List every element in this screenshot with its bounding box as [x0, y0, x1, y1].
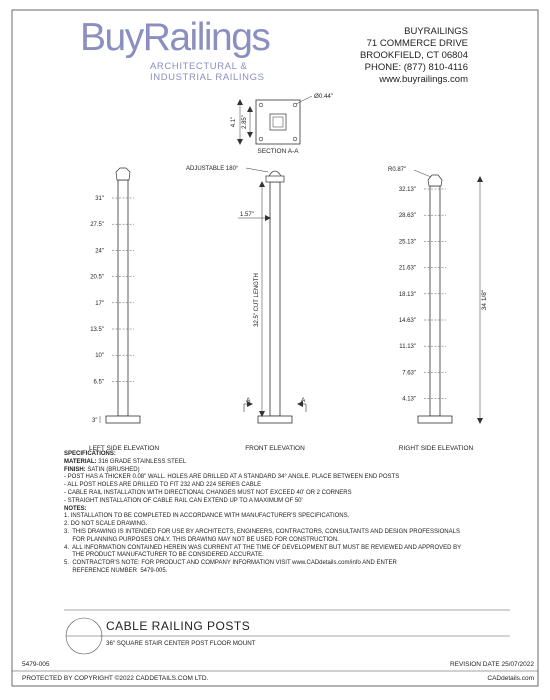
note-item: 2. DO NOT SCALE DRAWING.: [64, 521, 148, 528]
caddetails-link[interactable]: CADdetails.com: [487, 675, 534, 682]
notes-heading: NOTES:: [64, 505, 87, 512]
section-a-a: [231, 93, 333, 155]
right-base-plate: [418, 416, 452, 423]
hole-height-label: 4.13": [402, 396, 416, 403]
finish-value: SATIN (BRUSHED): [85, 466, 140, 473]
brand-tagline-1: ARCHITECTURAL &: [150, 61, 248, 72]
spec-item: - POST HAS A THICKER 0.08" WALL. HOLES ARE DRILLED AT A STANDARD 34° ANGLE. PLACE BETWEEN END POSTS: [64, 474, 400, 481]
section-caption: SECTION A-A: [257, 148, 299, 155]
hole-height-label: 6.5": [93, 379, 104, 386]
adjustable-label: ADJUSTABLE 180°: [186, 166, 239, 172]
hole-height-label: 14.63": [398, 318, 416, 324]
hole-height-label: 13.5": [90, 327, 104, 333]
hole-height-label: 17": [95, 300, 104, 307]
right-post: [430, 186, 440, 416]
front-base-plate: [258, 416, 292, 423]
copyright-notice: PROTECTED BY COPYRIGHT ©2022 CADDETAILS.COM LTD.: [22, 675, 209, 682]
brand-logo: BuyRailings: [80, 16, 270, 59]
hole-height-label: 18.13": [398, 291, 416, 298]
overall-height-label: 34 1/8": [481, 289, 488, 311]
front-post: [270, 182, 280, 416]
hole-height-label: 7.63": [402, 370, 416, 377]
left-base-dim: 3": [92, 418, 98, 424]
address-city: BROOKFIELD, CT 06804: [359, 50, 468, 61]
front-post-cap: [266, 176, 284, 182]
note-item: 4. ALL INFORMATION CONTAINED HEREIN WAS CURRENT AT THE TIME OF DEVELOPMENT BUT MUST BE REVIEWED AND APPROVED BY: [64, 544, 462, 551]
specifications-heading: SPECIFICATIONS:: [64, 451, 116, 457]
hole-height-label: 25.13": [398, 239, 416, 246]
hole-height-label: 32.13": [398, 187, 416, 193]
front-width-dim: 1.57": [240, 212, 254, 218]
note-item: 5. CONTRACTOR'S NOTE: FOR PRODUCT AND COMPANY INFORMATION VISIT www.CADdetails.com/info AND ENTER: [64, 560, 397, 567]
note-item: REFERENCE NUMBER 5479-005.: [64, 567, 168, 574]
drawing-subtitle: 36" SQUARE STAIR CENTER POST FLOOR MOUNT: [106, 640, 256, 647]
post-section: [270, 114, 286, 130]
note-item: 1. INSTALLATION TO BE COMPLETED IN ACCORDANCE WITH MANUFACTURER'S SPECIFICATIONS.: [64, 513, 350, 520]
hole-height-label: 27.5": [90, 222, 104, 229]
revision-date: REVISION DATE 25/07/2022: [449, 661, 534, 668]
finish-label: FINISH:: [64, 466, 86, 473]
left-side-elevation: [89, 168, 159, 452]
address-website[interactable]: www.buyrailings.com: [379, 74, 468, 85]
drawing-title: CABLE RAILING POSTS: [106, 619, 251, 633]
material-label: MATERIAL:: [64, 458, 97, 465]
right-elevation-caption: RIGHT SIDE ELEVATION: [398, 445, 474, 452]
note-item: FOR PLANNING PURPOSES ONLY. THIS DRAWING MAY NOT BE USED FOR CONSTRUCTION.: [64, 536, 339, 543]
address-company: BUYRAILINGS: [404, 26, 468, 37]
left-base-plate: [106, 416, 140, 423]
right-side-elevation: [388, 167, 488, 452]
front-elevation: [186, 166, 306, 452]
hole-height-label: 28.63": [398, 213, 416, 220]
front-elevation-caption: FRONT ELEVATION: [245, 445, 305, 452]
material-value: 316 GRADE STAINLESS STEEL: [96, 458, 187, 465]
hole-height-label: 31": [95, 196, 104, 202]
spec-item: - ALL POST HOLES ARE DRILLED TO FIT 232 AND 224 SERIES CABLE: [64, 482, 262, 489]
section-mark-left: A: [246, 397, 251, 404]
hole-height-label: 10": [95, 353, 104, 360]
left-elevation-caption: LEFT SIDE ELEVATION: [88, 445, 160, 452]
left-post-cap: [116, 168, 130, 180]
hole-height-label: 21.63": [398, 265, 416, 272]
left-post: [118, 180, 128, 416]
material-line: [64, 459, 504, 467]
address-street: 71 COMMERCE DRIVE: [366, 38, 468, 49]
note-item: THE PRODUCT MANUFACTURER TO BE CONSIDERED ACCURATE.: [64, 552, 264, 559]
hole-diameter-label: Ø0.44": [314, 93, 334, 100]
hole-height-label: 20.5": [90, 274, 104, 281]
address-phone: PHONE: (877) 810-4116: [364, 62, 468, 73]
hole-height-label: 24": [95, 248, 104, 255]
hole-height-label: 11.13": [399, 344, 416, 351]
brand-tagline-2: INDUSTRIAL RAILINGS: [150, 72, 265, 83]
section-mark-right: A: [301, 397, 306, 404]
notes-block: [64, 451, 504, 576]
spec-item: - CABLE RAIL INSTALLATION WITH DIRECTIONAL CHANGES MUST NOT EXCEED 40' OR 2 CORNERS: [64, 489, 352, 496]
reference-number: 5479-005: [22, 661, 50, 668]
note-item: 3. THIS DRAWING IS INTENDED FOR USE BY ARCHITECTS, ENGINEERS, CONTRACTORS, CONSULTANTS AND DESIGN PROFESSIONALS: [64, 528, 460, 535]
spec-item: - STRAIGHT INSTALLATION OF CABLE RAIL CAN EXTEND UP TO A MAXIMUM OF 50': [64, 497, 303, 504]
section-inner-dim: 2.85": [242, 115, 248, 129]
finish-line: [64, 467, 504, 475]
radius-label: R0.87": [388, 167, 407, 173]
section-height-dim: 4.1": [231, 116, 237, 128]
cut-length-label: 32.5" CUT LENGTH: [254, 273, 260, 327]
